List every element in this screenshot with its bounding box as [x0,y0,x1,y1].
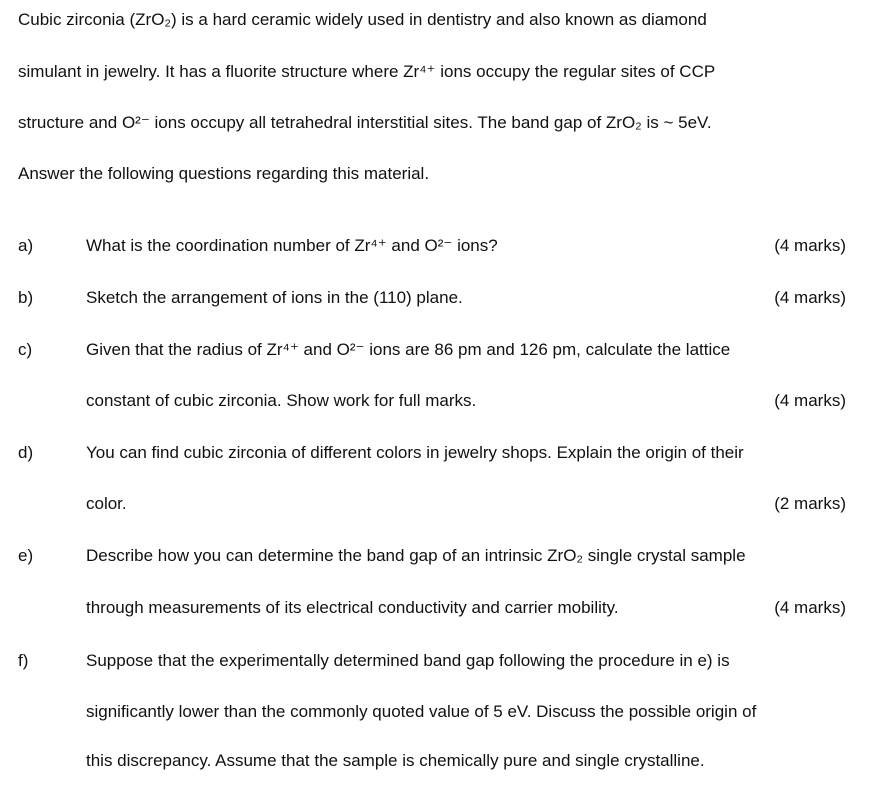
question-f-text-line-3: this discrepancy. Assume that the sample is chemically pure and single crystalline. [86,751,705,770]
question-e-text-line-1: Describe how you can determine the band gap of an intrinsic ZrO₂ single crystal sample [86,546,746,565]
question-b-text: Sketch the arrangement of ions in the (110) plane. [86,288,463,307]
intro-line-2: simulant in jewelry. It has a fluorite structure where Zr⁴⁺ ions occupy the regular sites of CCP [18,62,716,81]
question-c-text-line-2: constant of cubic zirconia. Show work for full marks. [86,391,477,410]
question-d-label: d) [18,443,34,462]
question-f-text-line-1: Suppose that the experimentally determined band gap following the procedure in e) is [86,651,730,670]
intro-line-4: Answer the following questions regarding this material. [18,164,430,183]
question-f-label: f) [18,651,29,670]
question-f-text-line-2: significantly lower than the commonly quoted value of 5 eV. Discuss the possible origin of [86,702,757,721]
question-e-label: e) [18,546,34,565]
question-e-text-line-2: through measurements of its electrical conductivity and carrier mobility. [86,598,619,617]
question-d-text-line-1: You can find cubic zirconia of different colors in jewelry shops. Explain the origin of their [86,443,744,462]
question-a-marks: (4 marks) [774,236,846,255]
question-c-text-line-1: Given that the radius of Zr⁴⁺ and O²⁻ ions are 86 pm and 126 pm, calculate the lattice [86,340,731,359]
question-a-label: a) [18,236,34,255]
question-d-text-line-2: color. [86,494,127,513]
question-c-label: c) [18,340,33,359]
question-c-marks: (4 marks) [774,391,846,410]
question-a-text: What is the coordination number of Zr⁴⁺ and O²⁻ ions? [86,236,498,255]
question-d-marks: (2 marks) [774,494,846,513]
intro-line-3: structure and O²⁻ ions occupy all tetrahedral interstitial sites. The band gap of ZrO₂ is ~ 5eV. [18,113,712,132]
intro-line-1: Cubic zirconia (ZrO₂) is a hard ceramic widely used in dentistry and also known as diamond [18,10,707,29]
question-b-label: b) [18,288,34,307]
question-e-marks: (4 marks) [774,598,846,617]
question-b-marks: (4 marks) [774,288,846,307]
